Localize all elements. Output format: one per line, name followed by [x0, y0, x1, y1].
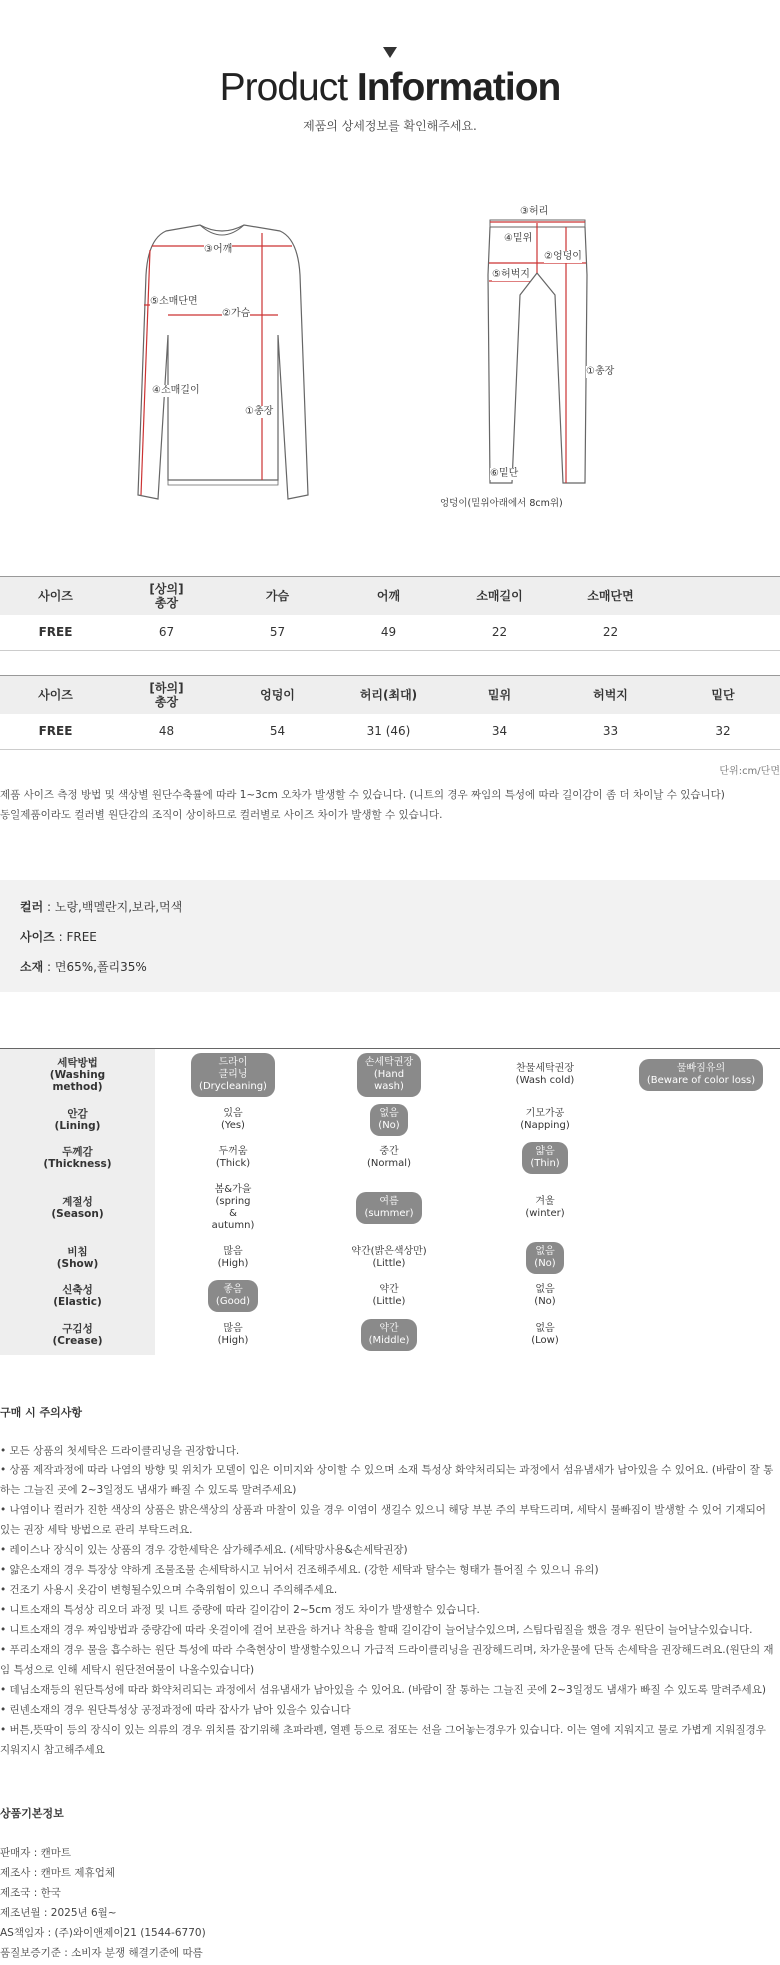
top-label-sleeve-length: ④소매길이 [152, 385, 200, 396]
care-cell [311, 1177, 467, 1239]
caution-line: • 버튼,뜻딱이 등의 장식이 있는 의류의 경우 위치를 잡기위해 초파라펜, 열펜 등으로 점또는 선을 그어놓는경우가 있습니다. 이는 열에 지워지고 물로 가볍게 지워질경우 [0, 1724, 766, 1736]
header-cell: 소매길이 [444, 577, 555, 615]
care-option-selected: 좋음 (Good) [208, 1280, 258, 1312]
caution-line: • 니트소재의 특성상 리오더 과정 및 니트 중량에 따라 길이감이 2~5cm 정도 차이가 발생할수 있습니다. [0, 1604, 480, 1616]
care-cell [311, 1315, 467, 1355]
care-row-label: 계절성 (Season) [0, 1177, 155, 1239]
care-option-selected: 얇음 (Thin) [522, 1142, 567, 1174]
header-cell: 사이즈 [0, 676, 111, 714]
info-color: 컬러 : 노랑,백멜란지,보라,먹색 [20, 900, 183, 914]
table-row [0, 714, 780, 750]
pants-note: 엉덩이(밑위아래에서 8cm위) [440, 498, 563, 509]
caution-line: • 린넨소재의 경우 원단특성상 공정과정에 따라 잡사가 남아 있을수 있습니다 [0, 1704, 351, 1716]
care-cell [155, 1101, 311, 1139]
caution-line: • 나염이나 컬러가 진한 색상의 상품은 밝은색상의 상품과 마찰이 있을 경우 이염이 생길수 있으니 해당 부분 주의 부탁드리며, 세탁시 물빠짐이 발생할 수 있어 기재되어 [0, 1504, 766, 1516]
header-cell: 밑위 [444, 676, 555, 714]
care-option: 많음 (High) [217, 1323, 249, 1346]
care-option: 봄&가을 (spring & autumn) [211, 1184, 255, 1231]
header-cell: 사이즈 [0, 577, 111, 615]
bottom-size-table [0, 675, 780, 750]
header-cell: 소매단면 [555, 577, 666, 615]
care-option: 두꺼움 (Thick) [215, 1146, 251, 1169]
table-cell: 31 (46) [333, 714, 444, 750]
table-cell: FREE [0, 615, 111, 651]
care-cell [155, 1239, 311, 1277]
table-cell: 67 [111, 615, 222, 651]
info-size: 사이즈 : FREE [20, 930, 97, 944]
care-option: 기모가공 (Napping) [520, 1108, 570, 1131]
header-cell [666, 577, 780, 615]
care-option: 찬물세탁권장 (Wash cold) [515, 1063, 575, 1086]
caution-line: • 니트소재의 경우 짜임방법과 중량감에 따라 옷걸이에 걸어 보관을 하거나 착용을 할때 길이감이 늘어날수있으며, 스팀다림질을 했을 경우 원단이 늘어날수있습니다. [0, 1624, 753, 1636]
care-cell [623, 1049, 779, 1101]
care-cell [311, 1277, 467, 1315]
basic-info-line: AS책임자 : (주)와이앤제이21 (1544-6770) [0, 1927, 206, 1939]
care-cell [623, 1239, 779, 1277]
care-row-label: 구김성 (Crease) [0, 1315, 155, 1355]
caution-line: • 레이스나 장식이 있는 상품의 경우 강한세탁은 삼가해주세요. (세탁망사용&손세탁권장) [0, 1544, 408, 1556]
care-cell [311, 1049, 467, 1101]
top-size-table [0, 576, 780, 651]
product-info-box [0, 880, 780, 992]
care-row [0, 1101, 780, 1139]
care-option-selected: 약간 (Middle) [361, 1319, 418, 1351]
header-cell: [상의] 총장 [111, 577, 222, 615]
care-row-label: 비침 (Show) [0, 1239, 155, 1277]
care-option: 약간 (Little) [372, 1284, 406, 1307]
care-cell [467, 1277, 623, 1315]
basic-info-line: 제조국 : 한국 [0, 1887, 61, 1899]
caution-line: • 상품 제작과정에 따라 나염의 방향 및 위치가 모델이 입은 이미지와 상이할 수 있으며 소재 특성상 화약처리되는 과정에서 섬유냄새가 남아있을 수 있어요. (바람이 잘 통 [0, 1464, 774, 1476]
header-cell: 어깨 [333, 577, 444, 615]
care-row [0, 1315, 780, 1355]
header-cell: 밑단 [666, 676, 780, 714]
care-option: 중간 (Normal) [367, 1146, 411, 1169]
unit-label: 단위:cm/단면 [719, 766, 780, 777]
size-note: 제품 사이즈 측정 방법 및 색상별 원단수축률에 따라 1~3cm 오차가 발생할 수 있습니다. (니트의 경우 짜임의 특성에 따라 길이감이 좀 더 차이날 수 있습니다) [0, 789, 725, 801]
care-cell [623, 1139, 779, 1177]
care-cell [311, 1239, 467, 1277]
page-title: Product Information [219, 66, 561, 109]
care-option: 있음 (Yes) [221, 1108, 245, 1131]
basic-info-line: 품질보증기준 : 소비자 분쟁 해결기준에 따름 [0, 1947, 203, 1959]
care-cell [155, 1277, 311, 1315]
care-row [0, 1139, 780, 1177]
care-cell [155, 1049, 311, 1101]
care-row [0, 1277, 780, 1315]
care-property-table [0, 1048, 780, 1355]
pants-label-length: ①총장 [586, 366, 615, 377]
caution-line: • 모든 상품의 첫세탁은 드라이클리닝을 권장합니다. [0, 1445, 240, 1457]
care-cell [467, 1049, 623, 1101]
care-cell [311, 1139, 467, 1177]
caution-line: • 건조기 사용시 옷감이 변형될수있으며 수축위험이 있으니 주의해주세요. [0, 1584, 338, 1596]
basic-info-title: 상품기본정보 [0, 1807, 64, 1820]
care-cell [155, 1315, 311, 1355]
care-option-selected: 여름 (summer) [356, 1192, 421, 1224]
care-cell [623, 1101, 779, 1139]
table-cell: 33 [555, 714, 666, 750]
caution-line: 있는 권장 세탁 방법으로 관리 부탁드려요. [0, 1524, 193, 1536]
care-cell [623, 1277, 779, 1315]
care-cell [467, 1139, 623, 1177]
table-cell: 34 [444, 714, 555, 750]
table-cell: FREE [0, 714, 111, 750]
top-label-sleeve-width: ⑤소매단면 [150, 296, 198, 307]
caution-line: 임 특성으로 인해 세탁시 원단전여물이 나올수있습니다) [0, 1664, 255, 1676]
care-option: 없음 (Low) [531, 1323, 559, 1346]
table-row [0, 615, 780, 651]
care-cell [623, 1177, 779, 1239]
care-row [0, 1239, 780, 1277]
care-cell [467, 1239, 623, 1277]
table-cell [666, 615, 780, 651]
pants-label-thigh: ⑤허벅지 [492, 269, 530, 280]
pants-label-hip: ②엉덩이 [544, 251, 582, 262]
care-row [0, 1177, 780, 1239]
header-cell: 가슴 [222, 577, 333, 615]
down-arrow-icon [383, 47, 397, 58]
caution-line: • 얇은소재의 경우 특장상 약하게 조물조물 손세탁하시고 뉘어서 건조해주세요. (강한 세탁과 탈수는 형태가 틀어질 수 있으니 유의) [0, 1564, 599, 1576]
care-cell [467, 1101, 623, 1139]
care-option-selected: 드라이 클리닝 (Drycleaning) [191, 1053, 275, 1097]
top-label-shoulder: ③어깨 [204, 244, 233, 255]
table-cell: 54 [222, 714, 333, 750]
care-option-selected: 물빠짐유의 (Beware of color loss) [639, 1059, 763, 1091]
care-option: 겨울 (winter) [525, 1196, 565, 1219]
care-row-label: 두께감 (Thickness) [0, 1139, 155, 1177]
basic-info-line: 판매자 : 캔마트 [0, 1847, 72, 1859]
care-option-selected: 없음 (No) [370, 1104, 407, 1136]
care-cell [467, 1315, 623, 1355]
table-cell: 22 [555, 615, 666, 651]
basic-info-line: 제조사 : 캔마트 제휴업체 [0, 1867, 115, 1879]
caution-line: 지워지시 참고해주세요 [0, 1744, 105, 1756]
care-cell [155, 1139, 311, 1177]
care-option: 약간(밝은색상만) (Little) [351, 1246, 427, 1269]
pants-label-hem: ⑥밑단 [490, 468, 519, 479]
table-cell: 57 [222, 615, 333, 651]
pants-label-waist: ③허리 [520, 206, 549, 217]
care-cell [623, 1315, 779, 1355]
care-option: 많음 (High) [217, 1246, 249, 1269]
table-cell: 49 [333, 615, 444, 651]
care-cell [467, 1177, 623, 1239]
care-option-selected: 손세탁권장 (Hand wash) [357, 1053, 421, 1097]
table-cell: 48 [111, 714, 222, 750]
care-option: 없음 (No) [534, 1284, 556, 1307]
header-cell: 허벅지 [555, 676, 666, 714]
header-cell: 엉덩이 [222, 676, 333, 714]
pants-label-rise: ④밑위 [504, 233, 533, 244]
header-cell: 허리(최대) [333, 676, 444, 714]
care-option-selected: 없음 (No) [526, 1242, 563, 1274]
caution-line: • 데님소재등의 원단특성에 따라 화약처리되는 과정에서 섬유냄새가 남아있을 수 있어요. (바람이 잘 통하는 그늘진 곳에 2~3일정도 냄새가 빠질 수 있도록 말려주세요) [0, 1684, 766, 1696]
care-cell [155, 1177, 311, 1239]
caution-line: • 푸리소재의 경우 물을 흡수하는 원단 특성에 따라 수축현상이 발생할수있으니 가급적 드라이클리닝을 권장해드리며, 차가운물에 단독 손세탁을 권장해드려요.(원단의 재 [0, 1644, 774, 1656]
info-material: 소재 : 면65%,폴리35% [20, 960, 147, 974]
top-label-length: ①총장 [245, 406, 274, 417]
care-cell [311, 1101, 467, 1139]
size-note: 동일제품이라도 컬러별 원단감의 조직이 상이하므로 컬러별로 사이즈 차이가 발생할 수 있습니다. [0, 809, 443, 821]
table-cell: 32 [666, 714, 780, 750]
page-subtitle: 제품의 상세정보를 확인해주세요. [303, 119, 477, 133]
caution-line: 하는 그늘진 곳에 2~3일정도 냄새가 빠질 수 있도록 말려주세요) [0, 1484, 297, 1496]
basic-info-line: 제조년월 : 2025년 6월~ [0, 1907, 117, 1919]
care-row-label: 안감 (Lining) [0, 1101, 155, 1139]
caution-title: 구매 시 주의사항 [0, 1406, 83, 1419]
care-row [0, 1049, 780, 1101]
top-size-diagram [130, 215, 315, 515]
header-cell: [하의] 총장 [111, 676, 222, 714]
care-row-label: 신축성 (Elastic) [0, 1277, 155, 1315]
table-cell: 22 [444, 615, 555, 651]
care-row-label: 세탁방법 (Washing method) [0, 1049, 155, 1101]
top-label-chest: ②가슴 [222, 308, 251, 319]
